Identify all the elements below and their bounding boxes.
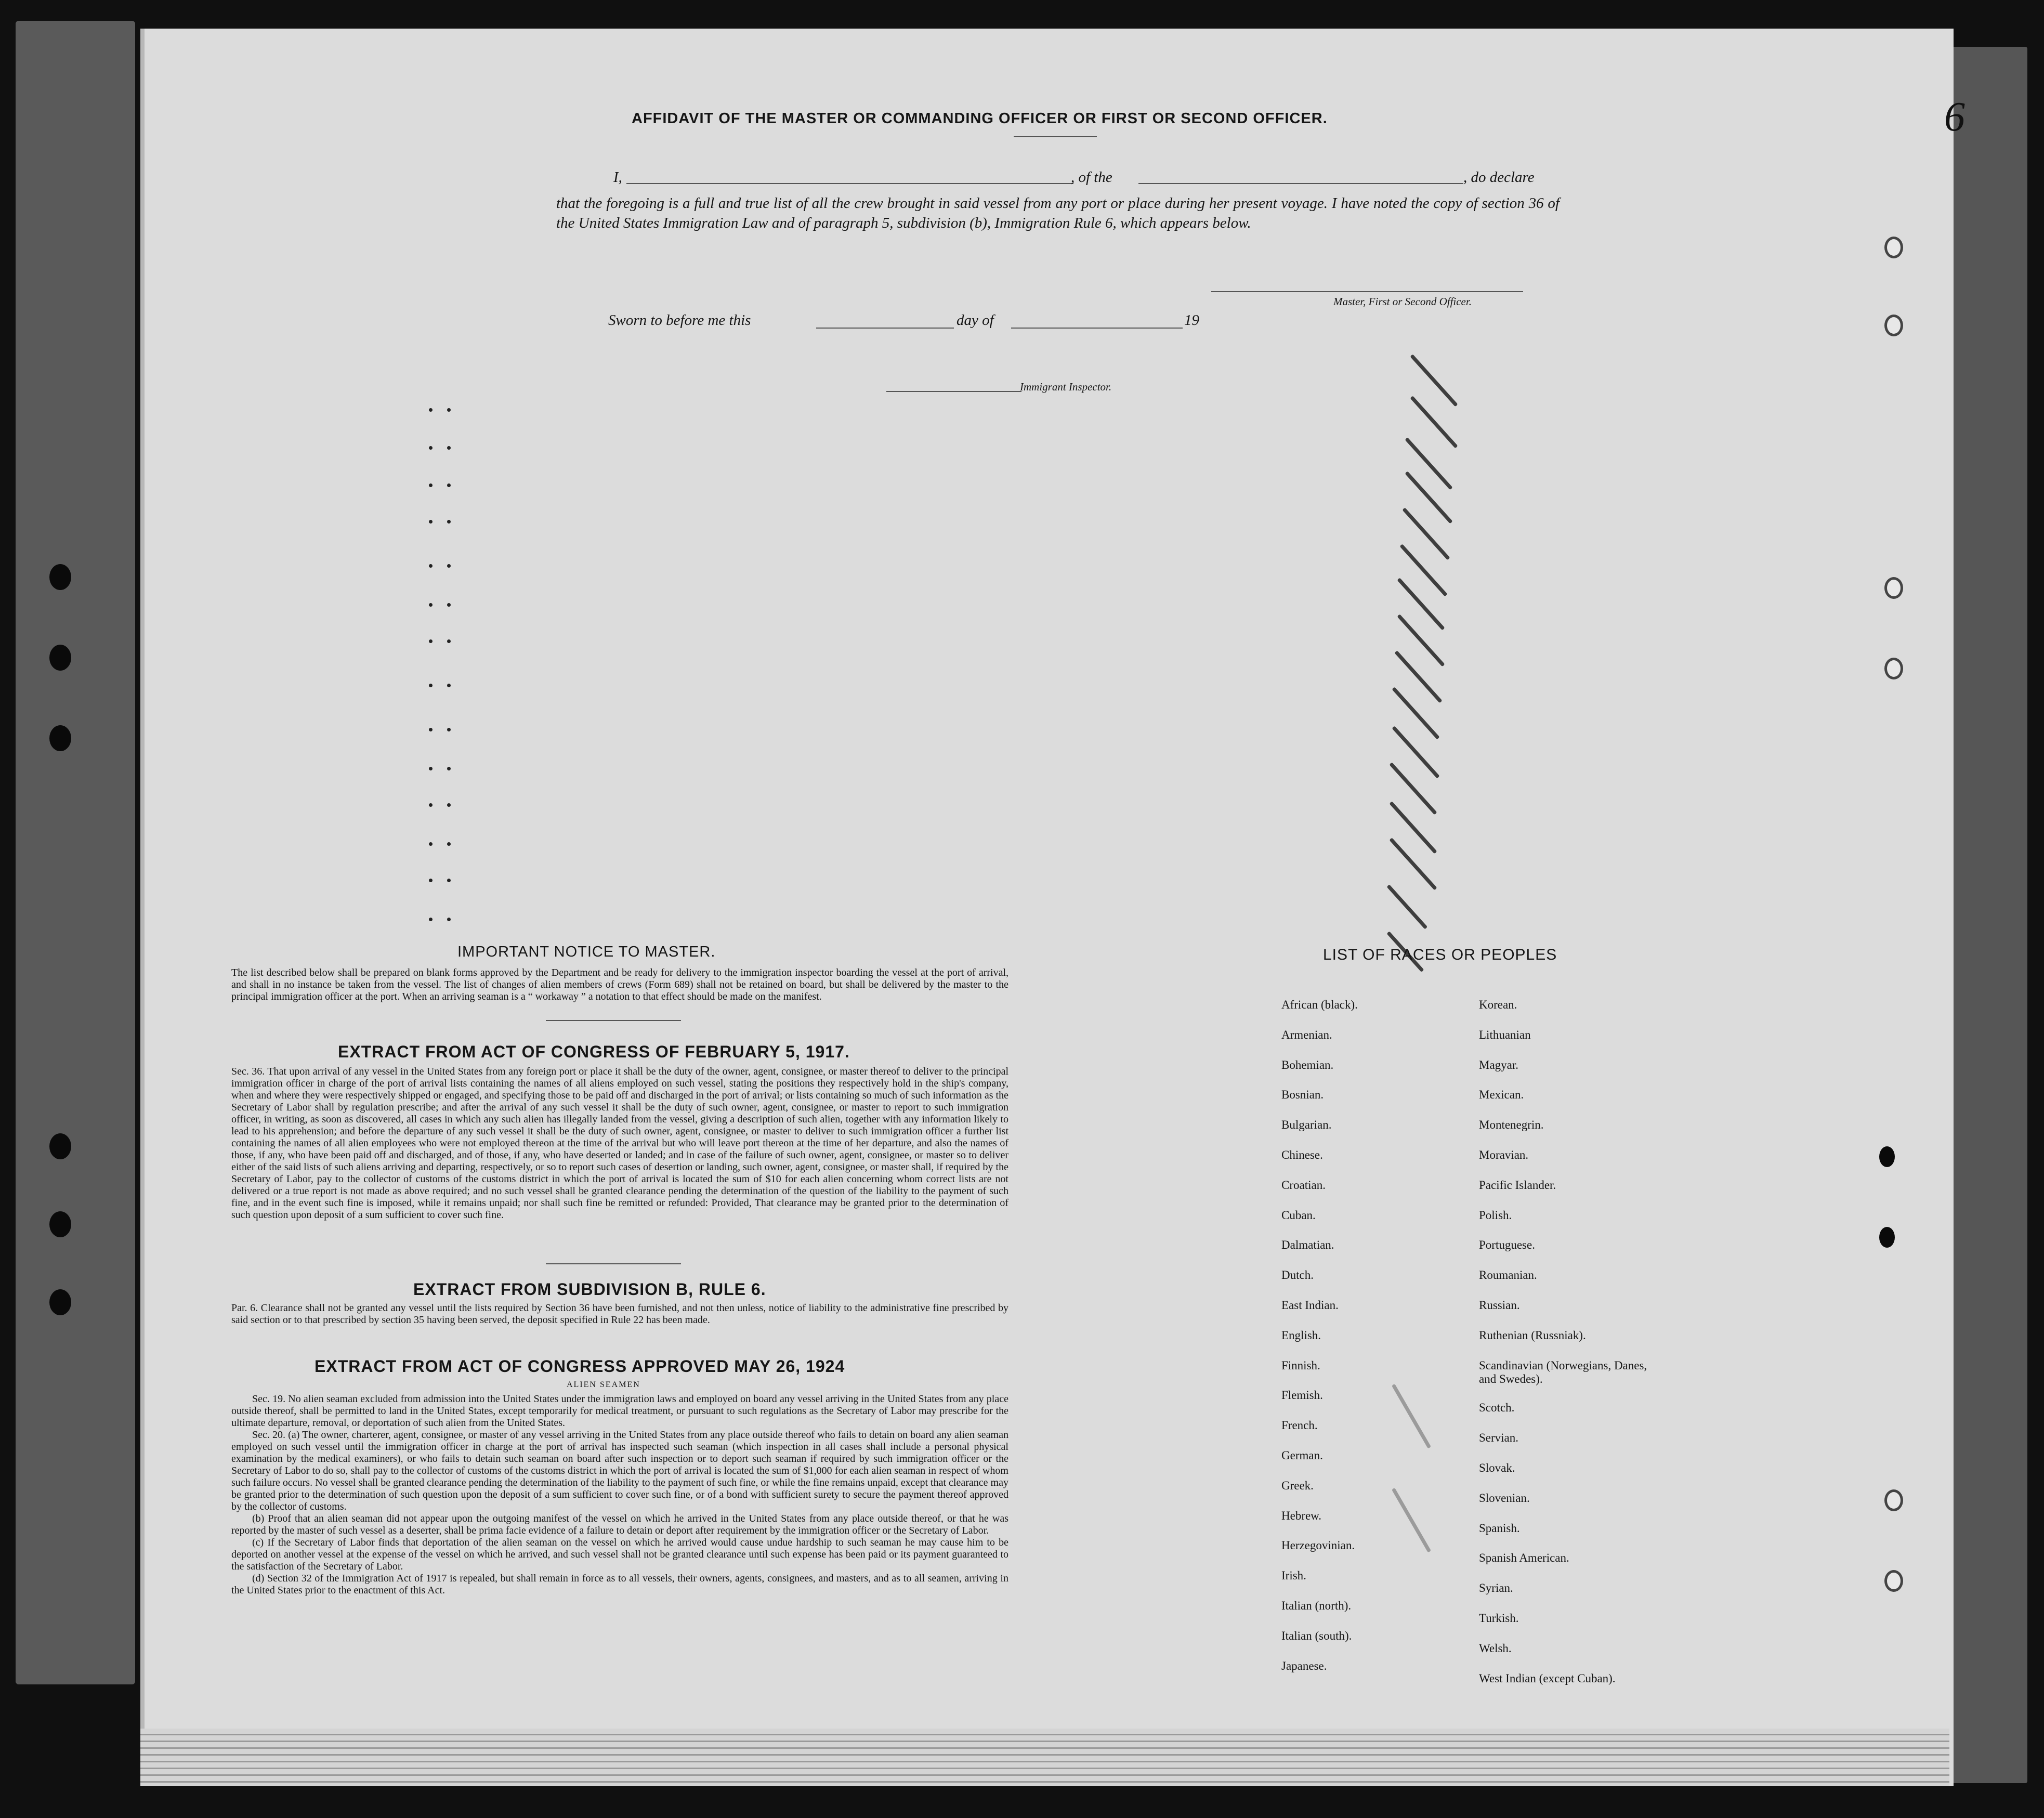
- race-item: West Indian (except Cuban).: [1479, 1672, 1616, 1685]
- race-item: Herzegovinian.: [1281, 1539, 1355, 1552]
- extract-rule6-title: EXTRACT FROM SUBDIVISION B, RULE 6.: [413, 1280, 766, 1299]
- signature-line: [1211, 291, 1523, 292]
- affidavit-of-the: , of the: [1071, 169, 1112, 186]
- race-item: Chinese.: [1281, 1148, 1323, 1161]
- paragraph: (b) Proof that an alien seaman did not appear upon the outgoing manifest of the vessel on which he arrived in the United States from any place outside thereof, or that he was reported by the master of such vessel as a deserter, shall be prima facie evidence of a failure to detain or deport after requirement by the immigration officer or the Secretary of Labor.: [231, 1513, 1008, 1536]
- year-prefix: 19: [1184, 312, 1199, 329]
- affidavit-declare: , do declare: [1463, 169, 1535, 186]
- race-item: Italian (north).: [1281, 1599, 1352, 1612]
- extract-1924-title: EXTRACT FROM ACT OF CONGRESS APPROVED MAY 26, 1924: [315, 1357, 845, 1376]
- extract-1917-body: Sec. 36. That upon arrival of any vessel in the United States from any foreign port or place it shall be the duty of the owner, agent, consignee, or master thereof to deliver to the principal immigration officer in charge of the port of arrival lists containing the names of all aliens employed on such vessel, stating the positions they respectively hold in the ship's company, when and where they were respectively shipped or engaged, and specifying those to be paid off and discharged in the port of arrival; or lists containing so much of such information as the Secretary of Labor shall by regulation prescribe; and after the arrival of any such vessel it shall be the duty of such owner, agent, consignee, or master to report to such immigration officer, in writing, as soon as discovered, all cases in which any such alien has illegally landed from the vessel, giving a description of such alien, together with any information likely to lead to his apprehension; and before the departure of any such vessel it shall be the duty of such owner, agent, consignee, or master to deliver to such immigration officer a further list containing the names of all alien employees who were not employed thereon at the time of the arrival but who will leave port thereon at the time of her departure, and also the names of those, if any, who have been paid off and discharged, and of those, if any, who have deserted or landed; and in case of the failure of such owner, agent, consignee, or master so to deliver either of the said lists of such aliens arriving and departing, respectively, or so to report such cases of desertion or landing, such owner, agent, consignee, or master shall, if required by the Secretary of Labor, pay to the collector of customs of the customs district in which the port of arrival is located the sum of $10 for each alien concerning whom correct lists are not delivered or a true report is not made as above required; and no such vessel shall be granted clearance pending the determination of the question of the liability to the payment of such fine, and in the event such fine is imposed, while it remains unpaid; nor shall such fine be remitted or refunded: Provided, That clearance may be granted prior to the determination of such question upon deposit of a sum sufficient to cover such fine.: [231, 1066, 1008, 1221]
- binder-hole: [49, 1133, 71, 1159]
- ring-reinforcement: [1884, 658, 1903, 679]
- ring-reinforcement: [1884, 1570, 1903, 1592]
- inspector-line: [886, 391, 1021, 392]
- race-item: Dalmatian.: [1281, 1238, 1334, 1251]
- race-item: Korean.: [1479, 998, 1517, 1011]
- binder-hole: [49, 564, 71, 590]
- extract-1917-title: EXTRACT FROM ACT OF CONGRESS OF FEBRUARY 5, 1917.: [338, 1042, 850, 1061]
- race-item: Finnish.: [1281, 1359, 1320, 1372]
- signature-caption: Master, First or Second Officer.: [1333, 295, 1472, 308]
- binder-hole: [49, 1211, 71, 1237]
- punch-hole: [1879, 1146, 1895, 1167]
- race-item: Italian (south).: [1281, 1629, 1352, 1642]
- race-item: Magyar.: [1479, 1058, 1519, 1071]
- binder-hole: [49, 1289, 71, 1315]
- divider: [546, 1263, 681, 1264]
- divider: [1014, 136, 1097, 137]
- race-item: Flemish.: [1281, 1389, 1323, 1402]
- day-of-label: day of: [957, 312, 994, 329]
- extract-rule6-body: Par. 6. Clearance shall not be granted any vessel until the lists required by Section 36 have been furnished, and not then unless, notice of liability to the administrative fine prescribed by said section or to that prescribed by section 35 having been served, the deposit specified in Rule 22 has been made.: [231, 1302, 1008, 1326]
- race-item: Welsh.: [1479, 1642, 1512, 1655]
- race-item: Croatian.: [1281, 1179, 1326, 1192]
- sworn-day-line: [816, 328, 954, 329]
- race-item: Slovak.: [1479, 1461, 1515, 1474]
- inspector-caption: Immigrant Inspector.: [1020, 381, 1112, 393]
- race-item: French.: [1281, 1419, 1318, 1432]
- race-item: Syrian.: [1479, 1581, 1513, 1594]
- paragraph: Sec. 19. No alien seaman excluded from admission into the United States under the immigration laws and employed on board any vessel arriving in the United States from any place outside thereof, shall be permitted to land in the United States, except temporarily for medical treatment, or pursuant to such regulations as the Secretary of Labor may prescribe for the ultimate departure, removal, or deportation of such alien from the United States.: [231, 1393, 1008, 1429]
- name-line: [626, 183, 1073, 184]
- affidavit-body: that the foregoing is a full and true list of all the crew brought in said vessel from any port or place during her present voyage. I have noted the copy of section 36 of the United States Immigration Law and of paragraph 5, subdivision (b), Immigration Rule 6, which appears below.: [556, 195, 1560, 231]
- race-item: Moravian.: [1479, 1148, 1529, 1161]
- race-item: Cuban.: [1281, 1209, 1316, 1222]
- paragraph: Sec. 20. (a) The owner, charterer, agent, consignee, or master of any vessel arriving in the United States from any place outside thereof who fails to detain on board any alien seaman employed on such vessel until the immigration officer in charge at the port of arrival has inspected such seaman (which inspection in all cases shall include a personal physical examination by the medical examiners), or who fails to detain such seaman on board after such inspection or to deport such seaman if required by such immigration officer or the Secretary of Labor to do so, shall pay to the collector of customs of the customs district in which the port of arrival is located the sum of $1,000 for each alien seaman in respect of whom such failure occurs. No vessel shall be granted clearance pending the determination of the liability to the payment of such fine, or while the fine remains unpaid, except that clearance may be granted prior to the determination of such question upon the deposit of a sum sufficient to cover such fine, or of a bond with sufficient surety to secure the payment thereof approved by the collector of customs.: [231, 1429, 1008, 1512]
- stacked-page-edges: [140, 1729, 1949, 1786]
- ring-reinforcement: [1884, 237, 1903, 258]
- race-item: Slovenian.: [1479, 1492, 1530, 1505]
- race-item: Scotch.: [1479, 1401, 1515, 1414]
- sworn-label: Sworn to before me this: [608, 312, 751, 329]
- race-item: Servian.: [1479, 1431, 1519, 1444]
- race-item: Turkish.: [1479, 1612, 1519, 1625]
- race-item: Dutch.: [1281, 1268, 1314, 1281]
- race-item: Portuguese.: [1479, 1238, 1535, 1251]
- race-item: Lithuanian: [1479, 1028, 1531, 1041]
- ring-reinforcement: [1884, 577, 1903, 599]
- race-item: Scandinavian (Norwegians, Danes, and Swedes).: [1479, 1359, 1647, 1385]
- race-item: Bosnian.: [1281, 1088, 1324, 1101]
- extract-1924-subtitle: ALIEN SEAMEN: [567, 1380, 640, 1389]
- binder-hole: [49, 645, 71, 671]
- race-item: Mexican.: [1479, 1088, 1524, 1101]
- affidavit-title: AFFIDAVIT OF THE MASTER OR COMMANDING OFFICER OR FIRST OR SECOND OFFICER.: [632, 110, 1328, 127]
- races-title: LIST OF RACES OR PEOPLES: [1323, 946, 1557, 963]
- race-item: German.: [1281, 1449, 1323, 1462]
- notice-title: IMPORTANT NOTICE TO MASTER.: [457, 944, 716, 960]
- race-item: Polish.: [1479, 1209, 1512, 1222]
- ring-reinforcement: [1884, 1489, 1903, 1511]
- extract-1924-body: [231, 1393, 1008, 1597]
- race-item: Montenegrin.: [1479, 1118, 1544, 1131]
- race-item: Spanish American.: [1479, 1551, 1569, 1564]
- page-number: 6: [1944, 94, 1965, 140]
- punch-hole: [1879, 1227, 1895, 1248]
- race-item: Armenian.: [1281, 1028, 1332, 1041]
- vessel-line: [1138, 183, 1463, 184]
- binding-strip: [16, 21, 135, 1684]
- race-item: Roumanian.: [1479, 1268, 1537, 1281]
- ring-reinforcement: [1884, 315, 1903, 336]
- notice-body: The list described below shall be prepared on blank forms approved by the Department and be ready for delivery to the immigration inspector boarding the vessel at the port of arrival, and shall in no instance be taken from the vessel. The list of changes of alien members of crews (Form 689) shall not be retained on board, but shall be delivered by the master to the principal immigration officer at the port. When an arriving seaman is a “ workaway ” a notation to that effect should be made on the manifest.: [231, 967, 1008, 1002]
- race-item: Pacific Islander.: [1479, 1179, 1556, 1192]
- race-item: Greek.: [1281, 1479, 1314, 1492]
- paragraph: (d) Section 32 of the Immigration Act of 1917 is repealed, but shall remain in force as to all vessels, their owners, agents, consignees, and masters, and as to all seamen, arriving in the United States prior to the enactment of this Act.: [231, 1573, 1008, 1596]
- paragraph: (c) If the Secretary of Labor finds that deportation of the alien seaman on the vessel on which he arrived would cause undue hardship to such seaman he may cause him to be deported on another vessel at the expense of the vessel on which he arrived, and such vessel shall not be granted clearance until such expense has been paid or its payment guaranteed to the satisfaction of the Secretary of Labor.: [231, 1537, 1008, 1572]
- race-item: Russian.: [1479, 1299, 1520, 1312]
- race-item: Bohemian.: [1281, 1058, 1334, 1071]
- divider: [546, 1020, 681, 1021]
- race-item: Bulgarian.: [1281, 1118, 1332, 1131]
- race-item: African (black).: [1281, 998, 1358, 1011]
- race-item: English.: [1281, 1329, 1321, 1342]
- race-item: Hebrew.: [1281, 1509, 1322, 1522]
- race-item: East Indian.: [1281, 1299, 1339, 1312]
- race-item: Ruthenian (Russniak).: [1479, 1329, 1586, 1342]
- race-item: Japanese.: [1281, 1659, 1327, 1672]
- sworn-month-line: [1011, 328, 1183, 329]
- race-item: Irish.: [1281, 1569, 1306, 1582]
- affidavit-i: I,: [613, 169, 622, 186]
- binder-hole: [49, 725, 71, 751]
- race-item: Spanish.: [1479, 1522, 1520, 1535]
